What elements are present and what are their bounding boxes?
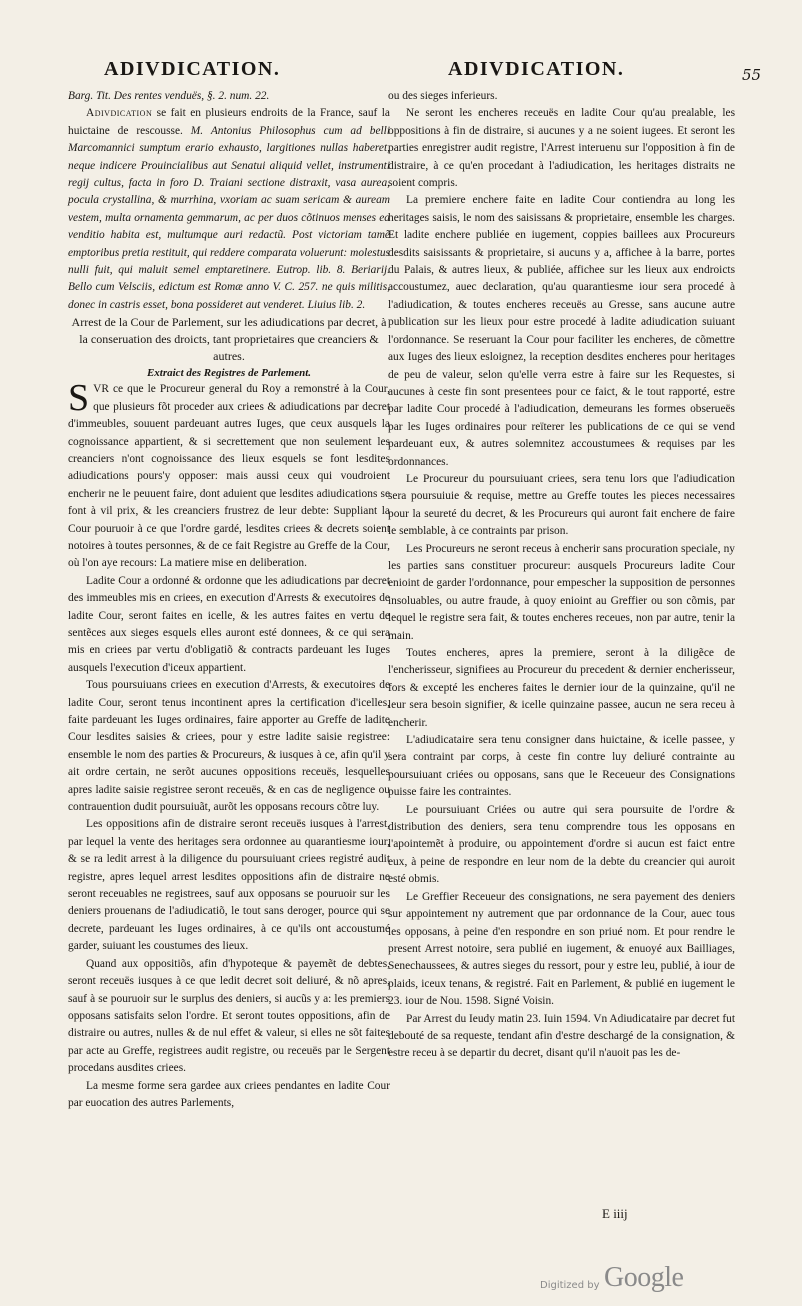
extract-heading: Extraict des Registres de Parlement. [146, 367, 312, 380]
right-column [388, 88, 735, 1063]
paragraph: Les oppositions afin de distraire seront receuës iusques à l'arrest, par lequel la vente des heritages sera ordonnee au quarantiesme iour, & se ra ledit arrest à la diligence du poursuiuant criees registré audit registre, apres lequel arrest lesdites oppositions afin de distraire ne seront receuables ne registrees, sauf aux opposans se pouruoir sur les deniers prouenans de l'adiudicatiõ, le tout sans deroger, pource qui se decrete, pardeuant les Iuges ordinaires, à ce qu'ils ont accoustumé garder, suiuant les coustumes des lieux. [68, 818, 390, 953]
paragraph: Le poursuiuant Criées ou autre qui sera poursuite de l'ordre & distribution des deniers, sera tenu comprendre tous les opposans en l'apointemẽt à produire, ou appointement d'ordre si aucun est faict entre eux, à peine de respondre en leur nom de la debte du creancier qui auroit esté obmis. [388, 803, 735, 886]
paragraph: Le Procureur du poursuiuant criees, sera tenu lors que l'adiudication sera poursuiuie & requise, mettre au Greffe toutes les pieces necessaires pour la seureté du decret, & les Procureurs qui auront fait enchere de faire le semblable, à ce contraints par prison. [388, 472, 735, 538]
running-head-left: ADIVDICATION. [104, 58, 281, 80]
paragraph: Ne seront les encheres receuës en ladite Cour qu'au prealable, les oppositions à fin de distraire, si aucunes y a ne soient iugees. Et seront les parties enregistrer audit registre, l'Arrest interuenu sur l'opposition à fin de distraire, à ce qu'en procedant à l'adiudication, les heritages distraits ne soient compris. [388, 107, 735, 190]
arrest-title: Arrest de la Cour de Parlement, sur les adiudications par decret, à la conseruation des droicts, tant proprietaires que creanciers & autres. [71, 315, 387, 364]
latin-quote: M. Antonius Philosophus cum ad belli Marcomannici sumptum erario exhausto, largitiones nullas haberet, neque indicere Prouincialibus aut Senatui aliquid vellet, instrumenti regij cultus, facta in foro D. Traiani sectione distraxit, vasa aurea, pocula crystallina, & murrhina, vxoriam ac suam sericam & auream vestem, multa ornamenta gemmarum, ac per duos cõtinuos menses ea venditio habita est, multumque auri redactũ. Post victoriam tamẽ emptoribus pretia restituit, qui reddere comparata voluerunt: molestus nulli fuit, qui maluit semel emptaretinere. Eutrop. lib. 8. Beriarij. Bello cum Velsciis, edictum est Romæ anno V. C. 257. ne quis militis, donec in castris esset, bona possideret aut venderet. Liuius lib. 2. [68, 124, 390, 311]
left-column [68, 88, 390, 1112]
paragraph-remonstrance [68, 377, 390, 572]
signature-mark: E iiij [602, 1206, 628, 1221]
reference-line: Barg. Tit. Des rentes venduës, §. 2. num. 22. [68, 90, 270, 102]
paragraph: Les Procureurs ne seront receus à encherir sans procuration speciale, ny les parties sans constituer procureur: ausquels Procureurs ladite Cour enioint de garder l'ordonnance, pour empescher la supposition de personnes insoluables, ou autre fraude, à quoy enioint au Greffier ou son cõmis, par lequel le registre sera fait, & toutes encheres receues, non par autre, tenir la main. [388, 542, 735, 642]
paragraph: Le Greffier Receueur des consignations, ne sera payement des deniers sur appointement ny autrement que par ordonnance de la Cour, auec tous les opposans, à peine d'en respondre en son priué nom. Et pour rendre le present Arrest notoire, sera publié en iugement, & enuoyé aux Bailliages, Senechaussees, & autres sieges du ressort, pour y estre leu, publié, à iour de plaids, iceux tenans, & registré. Fait en Parlement, & publié en iugement le 23. iour de Nou. 1598. Signé Voisin. [388, 890, 735, 1008]
paragraph: Par Arrest du Ieudy matin 23. Iuin 1594. Vn Adiudicataire par decret fut debouté de sa requeste, tendant afin d'estre deschargé de la consignation, & estre receu à se departir du decret, disant qu'il n'auoit pas les de- [388, 1012, 735, 1060]
remonstrance-text: VR ce que le Procureur general du Roy a remonstré à la Cour, que plusieurs fõt proceder aux criees & adiudications par decret d'immeubles, souuent pardeuant autres Iuges, que ceux ausquels la cognoissance appartient, & si secrettement que non seulement les creanciers n'ont cognoissance des lieux esquels se font lesdites adiudications pours'y opposer: mais aussi ceux qui voudroient encherir ne le peuuent faire, dont aduient que lesdites adiudications se font à vil prix, & les creanciers frustrez de leur debte: Suppliant la Cour pouruoir à ce que l'ordre gardé, lesdites criees & decrets soient notoires à toutes personnes, & de ce fait Registre au Greffe de la Cour, où l'on aye recours: La matiere mise en deliberation. [68, 383, 390, 570]
paragraph: Ladite Cour a ordonné & ordonne que les adiudications par decret des immeubles mis en criees, en execution d'Arrests & executoires de ladite Cour, seront faites en icelle, & les autres faites en vertu de sentẽces aux sieges esquels elles auront esté donnees, & ce qui sera mis en criees par vertu d'obligatiõ & contracts pardeuant les Iuges ausquels l'execution d'iceux appartient. [68, 574, 390, 674]
paragraph: La premiere enchere faite en ladite Cour contiendra au long les heritages saisis, le nom des saisissans & proprietaire, ensemble les charges. Et ladite enchere publiée en iugement, coppies baillees aux Procureurs desdits saisissants & proprietaire, si aucuns y a, affichee à la barre, portes du Palais, & autres lieux, & publiée, affichee sur les lieux aux endroicts accoustumez, auec declaration, qu'au quarantiesme iour sera procedé à l'adiudication, & toutes encheres receuës au Gresse, sans aucune autre publication sur les lieux pour estre procedé à ladite adiudication suiuant l'ordonnance. Se reseruant la Cour pour faciliter les encheres, de cõmettre aux Iuges des lieux esloignez, la reception desdites encheres pour heritages de peu de valeur, selon qu'elle verra estre à faire sur les Requestes, si aucunes à ceste fin sont presentees pour ce faict, & le tout rapporté, estre par ladite Cour procedé à l'adiudication, demeurans les formes obserueës par les Iuges ordinaires pour reïterer les publications de ce qui se vend pardeuant eux, & autres solemnitez accoustumees & requises par les ordonnances. [388, 194, 735, 468]
paragraph: Tous poursuiuans criees en execution d'Arrests, & executoires de ladite Cour, seront tenus incontinent apres la certification d'icelles, faite pardeuant les Iuges ordinaires, faire apporter au Greffe de ladite Cour lesdites saisies & criees, pour y estre ladite saisie registree: ensemble le nom des parties & Procureurs, & iusques à ce, afin qu'il y ait ordre certain, ne serõt aucunes oppositions receuës, lesquelles apres ladite saisie registree seront receuës, & en cas de negligence ou contrauention dudit poursuiuãt, aurõt les opposans recours cõtre luy. [68, 679, 390, 814]
paragraph: La mesme forme sera gardee aux criees pendantes en ladite Cour par euocation des autres Parlements, [68, 1079, 390, 1109]
paragraph-intro [68, 105, 390, 314]
digitized-watermark [540, 1262, 720, 1302]
page-number: 55 [742, 66, 762, 84]
paragraph: Quand aux oppositiõs, afin d'hypoteque & payemẽt de debtes, seront receuës iusques à ce que ledit decret soit deliuré, & nõ apres, sauf à se pouruoir sur le surplus des deniers, si aucũs y a: les premiers opposans satisfaits selon l'ordre. Et seront toutes oppositions, afin de distraire ou autres, nulles & de nul effet & valeur, si elles ne sõt faites par acte au Greffe, registrees audit registre, ou receuës par le Sergent procedans ausdites criees. [68, 957, 390, 1075]
watermark-brand: Google [604, 1262, 684, 1293]
intro-text: se fait en plusieurs endroits de la France, sauf la huictaine de rescousse. [68, 107, 390, 137]
lead-word: Adivdication [86, 107, 153, 120]
continuation-line: ou des sieges inferieurs. [388, 90, 498, 102]
drop-cap: S [68, 377, 90, 420]
running-head-right: ADIVDICATION. [448, 58, 625, 80]
watermark-prefix: Digitized by [540, 1280, 600, 1291]
paragraph: Toutes encheres, apres la premiere, seront à la diligẽce de l'encherisseur, signifiees au Procureur du precedent & dernier encherisseur, fors & excepté les encheres faites le dernier iour de la quinzaine, qu'il ne leur sera besoin signifier, & icelle quinzaine passee, aucun ne sera receu à encherir. [388, 647, 735, 729]
paragraph: L'adiudicataire sera tenu consigner dans huictaine, & icelle passee, y sera contraint par corps, à ceste fin contre luy deliuré contrainte au poursuiuant criées ou opposans, sans que le Receueur des Consignations puisse faire les contraintes. [388, 734, 735, 799]
